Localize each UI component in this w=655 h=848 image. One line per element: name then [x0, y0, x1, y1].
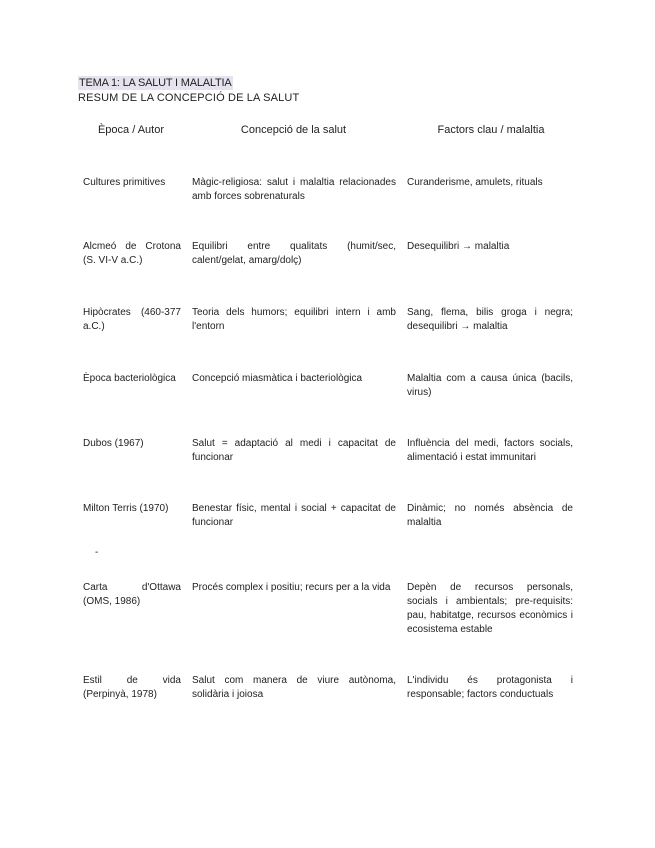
cell-concept: Procés complex i positiu; recurs per a la vida: [192, 582, 391, 593]
header-factors: Factors clau / malaltia: [437, 124, 545, 136]
stray-mark: -: [95, 547, 99, 558]
cell-factors: Influència del medi, factors socials, alimentació i estat immunitari: [407, 438, 573, 463]
cell-concept: Equilibri entre qualitats (humit/sec, calent/gelat, amarg/dolç): [192, 241, 396, 266]
cell-factors: Sang, flema, bilis groga i negra; desequilibri → malaltia: [407, 307, 573, 332]
page-title: TEMA 1: LA SALUT I MALALTIA: [79, 77, 232, 89]
cell-author: Dubos (1967): [83, 438, 144, 449]
cell-factors: Depèn de recursos personals, socials i ambientals; pre-requisits: pau, habitatge, recursos econòmics i ecosistema estable: [407, 582, 573, 635]
header-concept: Concepció de la salut: [240, 124, 347, 136]
cell-concept: Salut = adaptació al medi i capacitat de funcionar: [192, 438, 396, 463]
cell-factors: Desequilibri → malaltia: [407, 241, 510, 252]
cell-author: Hipòcrates (460-377 a.C.): [83, 307, 181, 332]
cell-factors: Curanderisme, amulets, rituals: [407, 177, 543, 188]
cell-author: Alcmeó de Crotona (S. VI-V a.C.): [83, 241, 181, 266]
cell-concept: Benestar físic, mental i social + capacitat de funcionar: [192, 503, 396, 528]
page-subtitle: RESUM DE LA CONCEPCIÓ DE LA SALUT: [78, 92, 300, 104]
cell-factors: Dinàmic; no només absència de malaltia: [407, 503, 573, 528]
cell-author: Cultures primitives: [83, 177, 166, 188]
cell-concept: Màgic-religiosa: salut i malaltia relacionades amb forces sobrenaturals: [192, 177, 396, 202]
cell-factors: Malaltia com a causa única (bacils, virus): [407, 373, 573, 398]
header-author: Època / Autor: [97, 124, 165, 136]
cell-concept: Salut com manera de viure autònoma, solidària i joiosa: [192, 675, 396, 700]
cell-factors: L'individu és protagonista i responsable; factors conductuals: [407, 675, 573, 700]
cell-author: Estil de vida (Perpinyà, 1978): [83, 675, 181, 700]
cell-concept: Concepció miasmàtica i bacteriològica: [192, 373, 363, 384]
cell-author: Milton Terris (1970): [83, 503, 169, 514]
cell-author: Carta d'Ottawa (OMS, 1986): [83, 582, 181, 607]
cell-concept: Teoria dels humors; equilibri intern i amb l'entorn: [192, 307, 396, 332]
cell-author: Època bacteriològica: [83, 373, 176, 384]
